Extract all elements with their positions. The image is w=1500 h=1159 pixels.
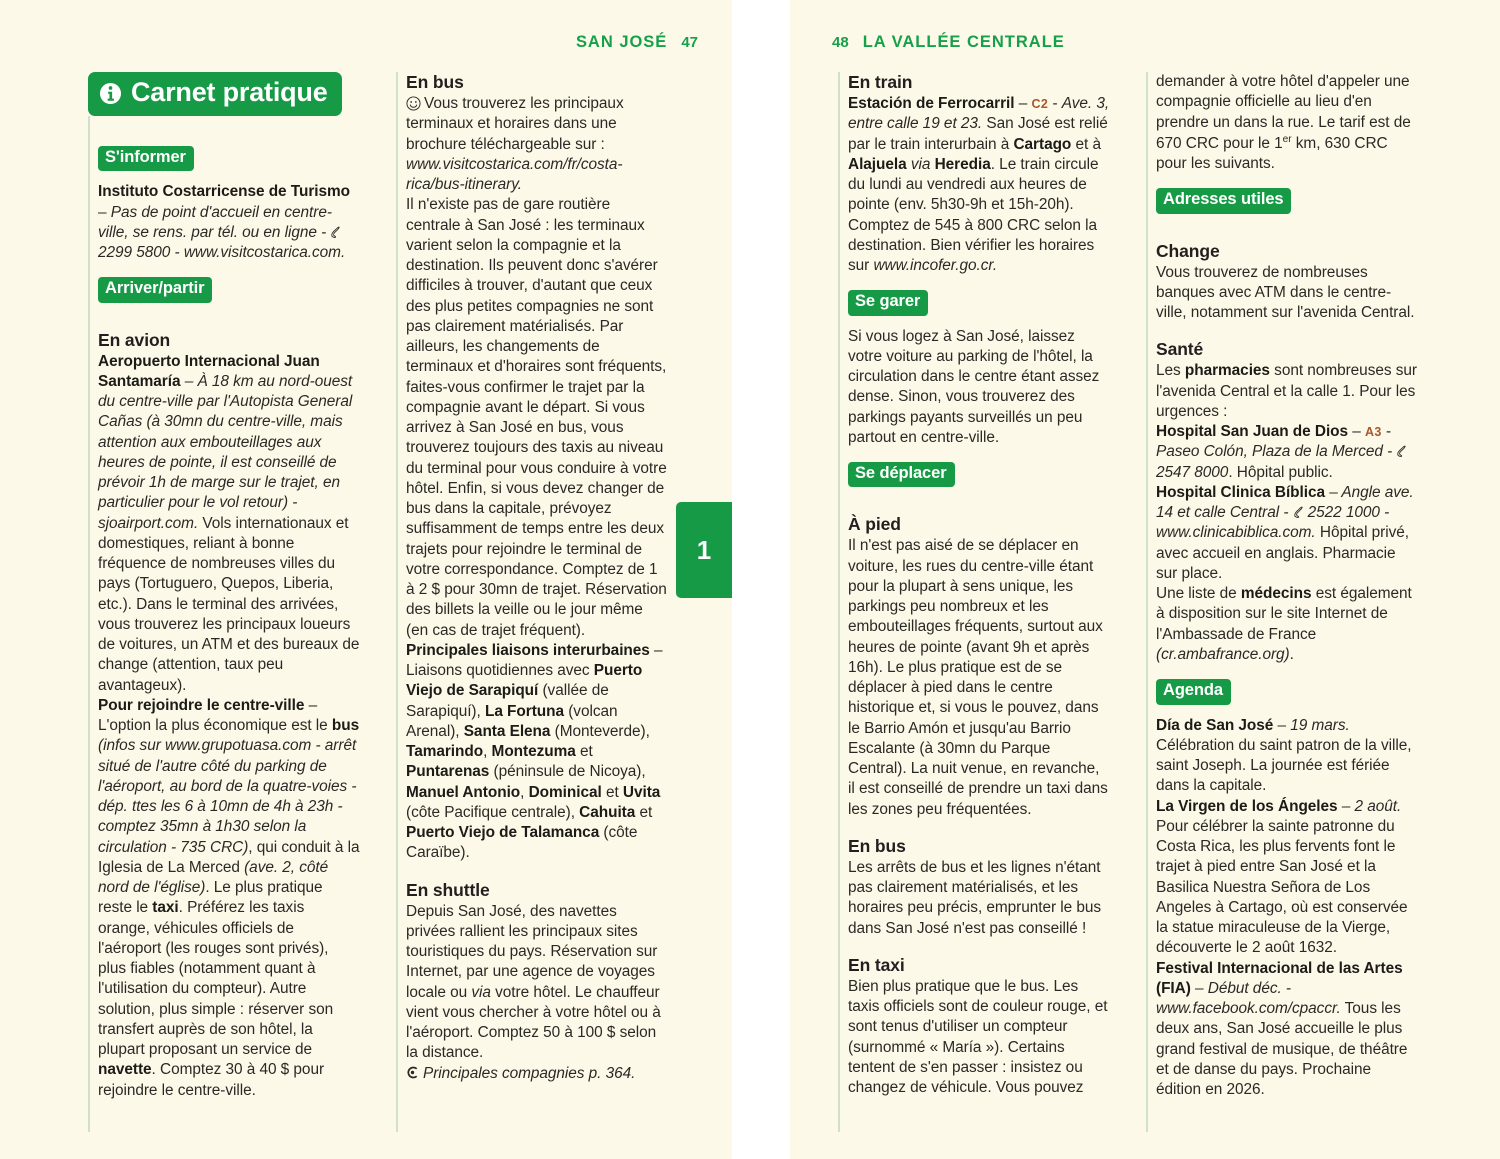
airport-rest: Vols internationaux et domestiques, reliant à bonne fréquence de nombreuses villes du pays (Tortuguero, Quepos, Liberia, etc.). Dans le terminal des arrivées, vous trouverez les principaux loueurs de voitures, un ATM et des bureaux de change (attention, taux peu avantageux). bbox=[98, 514, 360, 694]
ev2-text: Pour célébrer la sainte patronne du Costa Rica, les plus fervents font le trajet à pied entre San José et la Basilica Nuestra Señora de Los Angeles à Cartago, où est conservée la statue miraculeuse de la Vierge, découverte le 2 août 1632. bbox=[1156, 817, 1408, 957]
liaisons-t3: (volcan Arenal), bbox=[406, 702, 618, 740]
pill-s-informer: S'informer bbox=[98, 146, 194, 171]
liaison-montezuma: Montezuma bbox=[491, 743, 576, 760]
shuttle-p-b: votre hôtel. Le chauffeur vient vous chercher à votre hôtel ou à l'aéroport. Comptez 50 à 100 $ selon la distance. bbox=[406, 983, 661, 1062]
taxi-cont-a: demander à votre hôtel d'appeler une compagnie officielle au lieu d'en prendre un dans la rue. Le tarif est de 670 CRC pour le 1 bbox=[1156, 73, 1411, 152]
hosp2-italic-b: - www.clinicabiblica.com. bbox=[1156, 504, 1390, 542]
liaisons-t6: et bbox=[575, 743, 593, 760]
train-dash2: - bbox=[1048, 95, 1062, 112]
liaisons-t9: et bbox=[601, 783, 623, 801]
hospital-san-juan-name: Hospital San Juan de Dios bbox=[1156, 423, 1349, 441]
centre-italic2: (ave. 2, côté nord de l'église) bbox=[98, 858, 329, 897]
liaison-puerto-viejo-sarapiqui: Puerto Viejo de Sarapiquí bbox=[406, 662, 643, 700]
map-ref-a3: A3 bbox=[1365, 425, 1382, 440]
pill-arriver-partir: Arriver/partir bbox=[98, 277, 212, 302]
sante-t2: sont nombreuses sur l'avenida Central et la calle 1. Pour les urgences : bbox=[1156, 362, 1417, 420]
centre-bus: bus bbox=[331, 717, 360, 735]
cross-reference-line bbox=[406, 1064, 668, 1084]
liaison-dominical: Dominical bbox=[528, 783, 602, 801]
heading-en-shuttle: En shuttle bbox=[406, 879, 490, 900]
liaison-puntarenas: Puntarenas bbox=[406, 763, 490, 781]
ev2-date: – 2 août. bbox=[1337, 797, 1402, 815]
liaison-la-fortuna: La Fortuna bbox=[484, 702, 564, 720]
liaison-santa-elena: Santa Elena bbox=[463, 722, 551, 740]
spread-gutter bbox=[732, 0, 790, 1159]
train-heredia: Heredia bbox=[934, 155, 991, 173]
column-d bbox=[1146, 72, 1418, 1132]
phone-icon bbox=[1396, 444, 1409, 457]
centre-lead: Pour rejoindre le centre-ville bbox=[98, 696, 305, 714]
right-page bbox=[790, 0, 1500, 1159]
sante-pharmacies: pharmacies bbox=[1184, 362, 1270, 380]
carnet-pratique-banner bbox=[88, 72, 342, 116]
hosp2-t: Hôpital privé, avec accueil en anglais. Pharmacie sur place. bbox=[1156, 524, 1410, 582]
shuttle-paragraph bbox=[406, 902, 668, 1064]
train-dash1: – bbox=[1014, 95, 1032, 112]
shuttle-via: via bbox=[471, 983, 491, 1001]
ito-detail-1: – Pas de point d'accueil en centre-ville, se rens. par tél. ou en ligne - bbox=[98, 203, 332, 241]
smiley-icon bbox=[406, 96, 421, 111]
column-c bbox=[838, 72, 1110, 1132]
liaison-manuel-antonio: Manuel Antonio bbox=[406, 783, 521, 801]
event-virgen-de-los-angeles bbox=[1156, 797, 1418, 959]
taxi-continuation-paragraph bbox=[1156, 72, 1418, 174]
banner-title: Carnet pratique bbox=[131, 77, 328, 107]
train-via: via bbox=[906, 155, 935, 173]
phone-icon bbox=[330, 225, 343, 238]
pill-adresses-utiles: Adresses utiles bbox=[1156, 188, 1291, 213]
en-bus-right-paragraph: Les arrêts de bus et les lignes n'étant pas clairement matérialisés, et les horaires peu précis, emprunter le bus dans San José n'est pas conseillé ! bbox=[848, 858, 1102, 937]
ev3-italic: – Début déc. - www.facebook.com/cpaccr. bbox=[1156, 979, 1341, 1017]
info-circle-icon bbox=[99, 81, 122, 104]
ev2-name: La Virgen de los Ángeles bbox=[1156, 797, 1338, 815]
centre-t2: , qui conduit à la Iglesia de La Merced bbox=[98, 838, 360, 876]
cross-reference-icon bbox=[406, 1065, 419, 1078]
change-paragraph: Vous trouverez de nombreuses banques avec ATM dans le centre-ville, notamment sur l'avenida Central. bbox=[1156, 263, 1415, 322]
med-t3: . bbox=[1289, 645, 1294, 663]
taxi-ordinal-suffix: er bbox=[1282, 133, 1292, 145]
heading-en-bus-left: En bus bbox=[406, 72, 464, 92]
ito-name: Instituto Costarricense de Turismo bbox=[98, 183, 351, 201]
hosp1-dash1: – bbox=[1348, 423, 1365, 441]
sante-t1: Les bbox=[1156, 362, 1185, 380]
pill-agenda: Agenda bbox=[1156, 679, 1231, 704]
heading-en-train: En train bbox=[848, 72, 913, 92]
page-folio-47: 47 bbox=[681, 34, 698, 51]
heading-a-pied: À pied bbox=[848, 514, 901, 535]
ev3-text: Tous les deux ans, San José accueille le plus grand festival de musique, de théâtre et de danse du pays. Prochaine édition en 2026. bbox=[1156, 1000, 1408, 1098]
train-paragraph bbox=[848, 94, 1110, 276]
ev3-name: Festival Internacional de las Artes (FIA) bbox=[1156, 959, 1403, 997]
hosp1-dash2: - bbox=[1381, 423, 1392, 441]
liaison-uvita: Uvita bbox=[622, 783, 661, 801]
med-italic: (cr.ambafrance.org) bbox=[1156, 645, 1290, 663]
med-t2: est également à disposition sur le site Internet de l'Ambassade de France bbox=[1156, 585, 1412, 643]
heading-en-taxi: En taxi bbox=[848, 954, 905, 975]
running-head-right bbox=[832, 33, 1065, 52]
heading-en-bus-right: En bus bbox=[848, 835, 906, 856]
train-cartago: Cartago bbox=[1013, 135, 1072, 153]
heading-change: Change bbox=[1156, 240, 1220, 261]
centre-t4: . Préférez les taxis orange, véhicules officiels de l'aéroport (les rouges sont privés), plus fiables (notamment quant à l'utilisation du compteur). Autre solution, plus simple : réserver son transfert auprès de son hôtel, la plupart proposant un service de bbox=[98, 899, 334, 1059]
train-t1: San José est relié par le train interurbain à bbox=[848, 115, 1108, 153]
running-head-section: SAN JOSÉ bbox=[575, 33, 668, 51]
airport-paragraph bbox=[98, 352, 360, 696]
bus-p1-url: www.visitcostarica.com/fr/costa-rica/bus-itinerary. bbox=[406, 155, 623, 193]
se-garer-paragraph: Si vous logez à San José, laissez votre voiture au parking de l'hôtel, la circulation dans le centre étant assez dense. Sinon, vous trouverez des parkings payants surveillés un peu partout en centre-ville. bbox=[848, 327, 1100, 446]
ito-entry bbox=[98, 182, 360, 263]
liaisons-paragraph bbox=[406, 641, 668, 864]
hospital-san-juan-entry bbox=[1156, 422, 1418, 483]
hosp2-phone: 2522 1000 bbox=[1307, 504, 1380, 522]
centre-t5: . Comptez 30 à 40 $ pour rejoindre le centre-ville. bbox=[98, 1061, 325, 1099]
running-head-left bbox=[576, 33, 698, 52]
train-t3: . Le train circule du lundi au vendredi aux heures de pointe (env. 5h30-9h et 15h-20h). Comptez de 545 à 800 CRC selon la destination. Bien vérifier les horaires sur bbox=[848, 155, 1099, 274]
running-head-section-right: LA VALLÉE CENTRALE bbox=[862, 33, 1065, 51]
pill-se-garer: Se garer bbox=[848, 290, 928, 315]
ito-detail-2: - www.visitcostarica.com. bbox=[170, 244, 346, 262]
liaisons-t2: (vallée de Sarapiquí), bbox=[406, 682, 609, 720]
cross-reference-text: Principales compagnies p. 364. bbox=[423, 1064, 636, 1082]
centre-italic: (infos sur www.grupotuasa.com - arrêt situé de l'autre côté du parking de l'aéroport, au bord de la quatre-voies - dép. ttes les 6 à 10mn de 4h à 23h - comptez 35mn à 1h30 selon la circulation - 735 CRC) bbox=[98, 737, 357, 856]
column-b bbox=[396, 72, 668, 1132]
centre-navette: navette bbox=[98, 1061, 152, 1079]
liaison-puerto-viejo-talamanca: Puerto Viejo de Talamanca bbox=[406, 824, 600, 841]
hospital-clinica-biblica-entry bbox=[1156, 483, 1418, 584]
event-festival-internacional-artes bbox=[1156, 959, 1418, 1101]
phone-icon bbox=[1293, 505, 1306, 518]
medecins-paragraph bbox=[1156, 584, 1418, 665]
ev1-text: Célébration du saint patron de la ville, saint Joseph. La journée est fériée dans la capitale. bbox=[1156, 736, 1412, 795]
centre-t3: . Le plus pratique reste le bbox=[98, 879, 323, 917]
page-folio-48: 48 bbox=[832, 34, 849, 51]
event-dia-de-san-jose bbox=[1156, 716, 1418, 797]
airport-italic: – À 18 km au nord-ouest du centre-ville par l'Autopista General Cañas (à 30mn du centre-ville, mais attention aux embouteillages aux heures de pointe, il est conseillé de prévoir 1h de marge sur le trajet, en particulier pour le vol retour) - sjoairport.com. bbox=[98, 372, 353, 532]
train-url: www.incofer.go.cr. bbox=[873, 257, 998, 274]
train-station-name: Estación de Ferrocarril bbox=[848, 95, 1015, 112]
centre-t1: – L'option la plus économique est le bbox=[98, 696, 332, 735]
hosp2-italic-a: – Angle ave. 14 et calle Central - bbox=[1156, 483, 1414, 522]
bus-p1-a: Vous trouverez les principaux terminaux et horaires dans une brochure téléchargeable sur : bbox=[406, 95, 624, 153]
train-alajuela: Alajuela bbox=[848, 155, 907, 173]
airport-name: Aeropuerto Internacional Juan Santamaría bbox=[98, 352, 320, 390]
taxi-cont-b: km, 630 CRC pour les suivants. bbox=[1156, 134, 1388, 173]
a-pied-paragraph: Il n'est pas aisé de se déplacer en voiture, les rues du centre-ville étant pour la plupart à sens unique, les parkings peu nombreux et les embouteillages fréquents, surtout aux heures de pointe (avant 9h et après 16h). Le plus pratique est de se déplacer à pied dans le centre historique et, si vous le pouvez, dans le Barrio Amón et jusqu'au Barrio Escalante (à 30mn du Parque Central). La nuit venue, en revanche, il est conseillé de prendre un taxi dans les zones peu fréquentées. bbox=[848, 537, 1108, 818]
left-page bbox=[0, 0, 732, 1159]
pill-se-deplacer: Se déplacer bbox=[848, 462, 955, 487]
en-taxi-paragraph: Bien plus pratique que le bus. Les taxis officiels sont de couleur rouge, et sont tenus d'utiliser un compteur (surnommé « María »). Certains tentent de s'en passer : insistez ou changez de véhicule. Vous pouvez bbox=[848, 977, 1108, 1097]
med-t1: Une liste de bbox=[1156, 585, 1241, 603]
right-page-columns bbox=[838, 72, 1450, 1132]
liaisons-t11: et bbox=[635, 803, 653, 821]
liaisons-lead: Principales liaisons interurbaines bbox=[406, 641, 650, 659]
med-medecins: médecins bbox=[1240, 585, 1312, 603]
liaisons-t4: (Monteverde), bbox=[550, 722, 650, 740]
liaison-tamarindo: Tamarindo bbox=[406, 743, 484, 760]
left-page-columns bbox=[88, 72, 678, 1132]
ev1-date: – 19 mars. bbox=[1273, 716, 1350, 734]
ito-phone: 2299 5800 bbox=[98, 244, 171, 262]
liaisons-t8: , bbox=[520, 783, 529, 801]
map-ref-c2: C2 bbox=[1031, 97, 1049, 111]
liaison-cahuita: Cahuita bbox=[579, 803, 636, 821]
bus-brochure-paragraph bbox=[406, 94, 668, 195]
bus-terminals-paragraph: Il n'existe pas de gare routière centrale à San José : les terminaux varient selon la compagnie et la destination. Ils peuvent donc s'avérer difficiles à trouver, d'autant que ceux des plus petites compagnies ne sont pas clairement matérialisés. Par ailleurs, les changements de terminaux et d'horaires sont fréquents, faites-vous confirmer le trajet par la compagnie avant le départ. Si vous arrivez à San José en bus, vous trouverez toujours des taxis au niveau du terminal pour vous conduire à votre hôtel. Enfin, si vous devez changer de bus dans la capitale, prévoyez suffisamment de temps entre les deux trajets pour rejoindre le terminal de votre correspondance. Comptez de 1 à 2 $ pour 30mn de trajet. Réservation des billets la veille ou le jour même (en cas de trajet fréquent). bbox=[406, 196, 667, 639]
centre-taxi: taxi bbox=[152, 899, 179, 917]
liaisons-t7: (péninsule de Nicoya), bbox=[489, 763, 646, 781]
centre-ville-paragraph bbox=[98, 696, 360, 1101]
hosp1-t: . Hôpital public. bbox=[1228, 463, 1333, 481]
ev1-name: Día de San José bbox=[1156, 716, 1274, 734]
liaisons-t5: , bbox=[483, 743, 492, 760]
train-address: Ave. 3, entre calle 19 et 23. bbox=[848, 95, 1110, 133]
sante-intro-paragraph bbox=[1156, 361, 1418, 422]
hospital-clinica-biblica-name: Hospital Clinica Bíblica bbox=[1156, 483, 1325, 501]
shuttle-p-a: Depuis San José, des navettes privées rallient les principaux sites touristiques du pays. Réservation sur Internet, par une agence de voyages locale ou bbox=[406, 902, 658, 1001]
train-t2: et à bbox=[1071, 135, 1101, 153]
heading-en-avion: En avion bbox=[98, 329, 171, 350]
liaisons-t1: – Liaisons quotidiennes avec bbox=[406, 641, 663, 679]
column-a bbox=[88, 72, 360, 1132]
liaisons-t10: (côte Pacifique centrale), bbox=[406, 803, 580, 821]
heading-sante: Santé bbox=[1156, 339, 1204, 360]
hosp1-phone: 2547 8000 bbox=[1156, 463, 1229, 481]
hosp1-address: Paseo Colón, Plaza de la Merced - bbox=[1156, 443, 1397, 461]
chapter-thumb-tab: 1 bbox=[676, 502, 732, 598]
liaisons-t12: (côte Caraïbe). bbox=[406, 824, 638, 862]
